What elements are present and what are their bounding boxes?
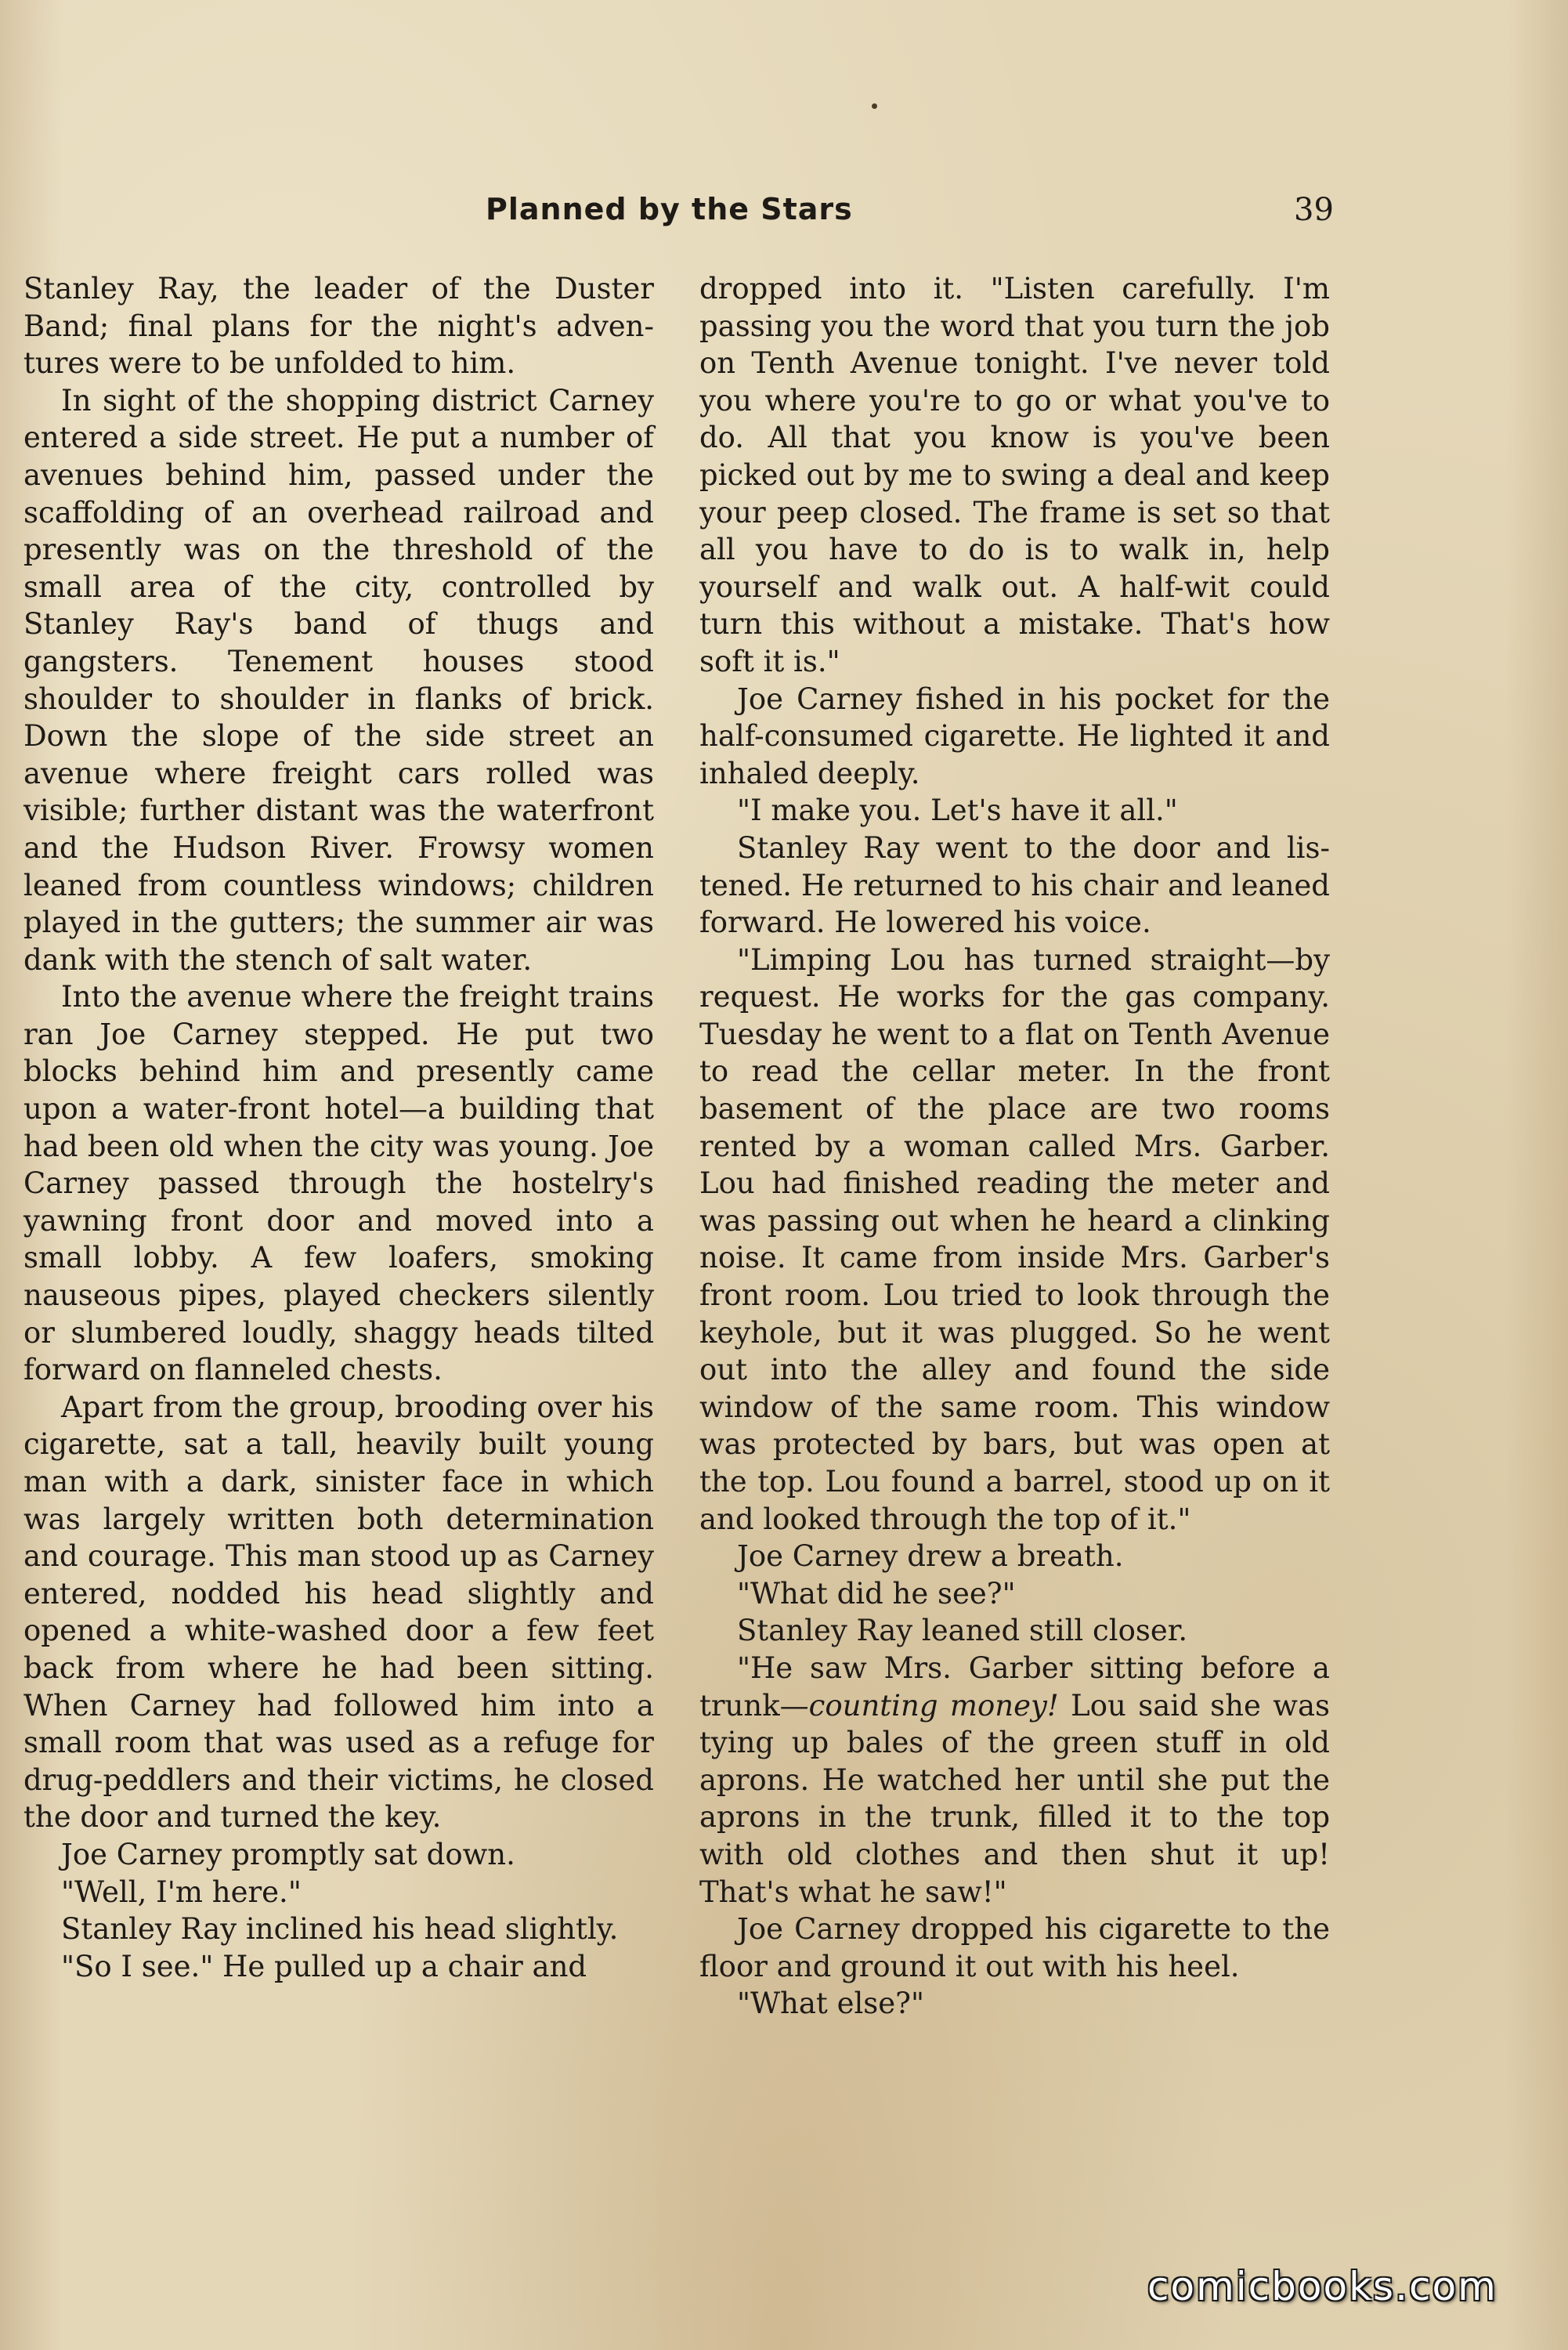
paragraph: Joe Carney promptly sat down. bbox=[61, 1837, 515, 1871]
paragraph: "What did he see?" bbox=[737, 1576, 1016, 1611]
paragraph: Apart from the group, brooding over his cigarette, sat a tall, heavily built young man with a dark, sinister face in which was largely written both determination and courage. This man stood up as Carney entered, nodded his head slightly and opened a white-washed door a few feet back from where he had been sitting. When Carney had followed him into a small room that was used as a refuge for drug-peddlers and their victims, he closed the door and turned the key. bbox=[23, 1390, 654, 1835]
right-column bbox=[699, 270, 1330, 2023]
paragraph: Joe Carney dropped his cigarette to the floor and ground it out with his heel. bbox=[699, 1912, 1330, 1983]
quote-text: "He saw Mrs. Garber sitting before a trunk— bbox=[699, 1650, 1330, 1723]
watermark: comicbooks.com bbox=[1147, 2264, 1498, 2309]
paragraph: Stanley Ray inclined his head slightly. bbox=[61, 1912, 619, 1947]
paragraph: "Well, I'm here." bbox=[61, 1875, 302, 1909]
paragraph: "So I see." He pulled up a chair and bbox=[61, 1949, 587, 1983]
page-number: 39 bbox=[1294, 192, 1334, 228]
paragraph-with-emphasis bbox=[699, 1650, 1330, 1911]
emphasis-text: counting money! bbox=[808, 1688, 1059, 1723]
page-header bbox=[0, 192, 1568, 239]
quote-text: Lou said she was tying up bales of the green stuff in old aprons. He watched her until she put the aprons in the trunk, filled it to the top with old clothes and then shut it up! That's what he saw!" bbox=[699, 1688, 1330, 1909]
paragraph: Stanley Ray went to the door and listened. He returned to his chair and leaned forward. He lowered his voice. bbox=[699, 830, 1330, 940]
paragraph: "I make you. Let's have it all." bbox=[737, 794, 1178, 828]
paragraph: In sight of the shopping district Carney entered a side street. He put a number of avenues behind him, passed under the scaffolding of an overhead railroad and presently was on the threshold of the small area of the city, controlled by Stanley Ray's band of thugs and gangsters. Tenement houses stood shoulder to shoulder in flanks of brick. Down the slope of the side street an avenue where freight cars rolled was visible; further distant was the waterfront and the Hudson River. Frowsy women leaned from countless windows; children played in the gutters; the summer air was dank with the stench of salt water. bbox=[23, 383, 654, 977]
running-title: Planned by the Stars bbox=[486, 192, 853, 226]
paragraph: "Limping Lou has turned straight—by request. He works for the gas company. Tuesday he went to a flat on Tenth Avenue to read the cellar meter. In the front basement of the place are two rooms rented by a woman called Mrs. Garber. Lou had finished reading the meter and was passing out when he heard a clinking noise. It came from inside Mrs. Garber's front room. Lou tried to look through the keyhole, but it was plugged. So he went out into the alley and found the side window of the same room. This window was protected by bars, but was open at the top. Lou found a barrel, stood up on it and looked through the top of it." bbox=[699, 942, 1330, 1536]
paragraph: "What else?" bbox=[737, 1987, 925, 2021]
left-column bbox=[23, 270, 654, 1985]
paragraph: Joe Carney drew a breath. bbox=[737, 1539, 1124, 1574]
paragraph: Into the avenue where the freight trains ran Joe Carney stepped. He put two blocks behind him and presently came upon a water-front hotel—a building that had been old when the city was young. Joe Carney passed through the hostelry's yawning front door and moved into a small lobby. A few loafers, smoking nauseous pipes, played checkers silently or slumbered loudly, shaggy heads tilted forward on flanneled chests. bbox=[23, 980, 654, 1387]
paragraph: Stanley Ray leaned still closer. bbox=[737, 1614, 1188, 1648]
paragraph: Stanley Ray, the leader of the Duster Band; final plans for the night's adventures were to be unfolded to him. bbox=[23, 272, 654, 381]
ink-speck bbox=[872, 103, 877, 109]
paragraph: dropped into it. "Listen carefully. I'm passing you the word that you turn the job on Tenth Avenue tonight. I've never told you where you're to go or what you've to do. All that you know is you've been picked out by me to swing a deal and keep your peep closed. The frame is set so that all you have to do is to walk in, help yourself and walk out. A half-wit could turn this without a mistake. That's how soft it is." bbox=[699, 272, 1330, 678]
paragraph: Joe Carney fished in his pocket for the half-consumed cigarette. He lighted it and inhaled deeply. bbox=[699, 682, 1330, 790]
